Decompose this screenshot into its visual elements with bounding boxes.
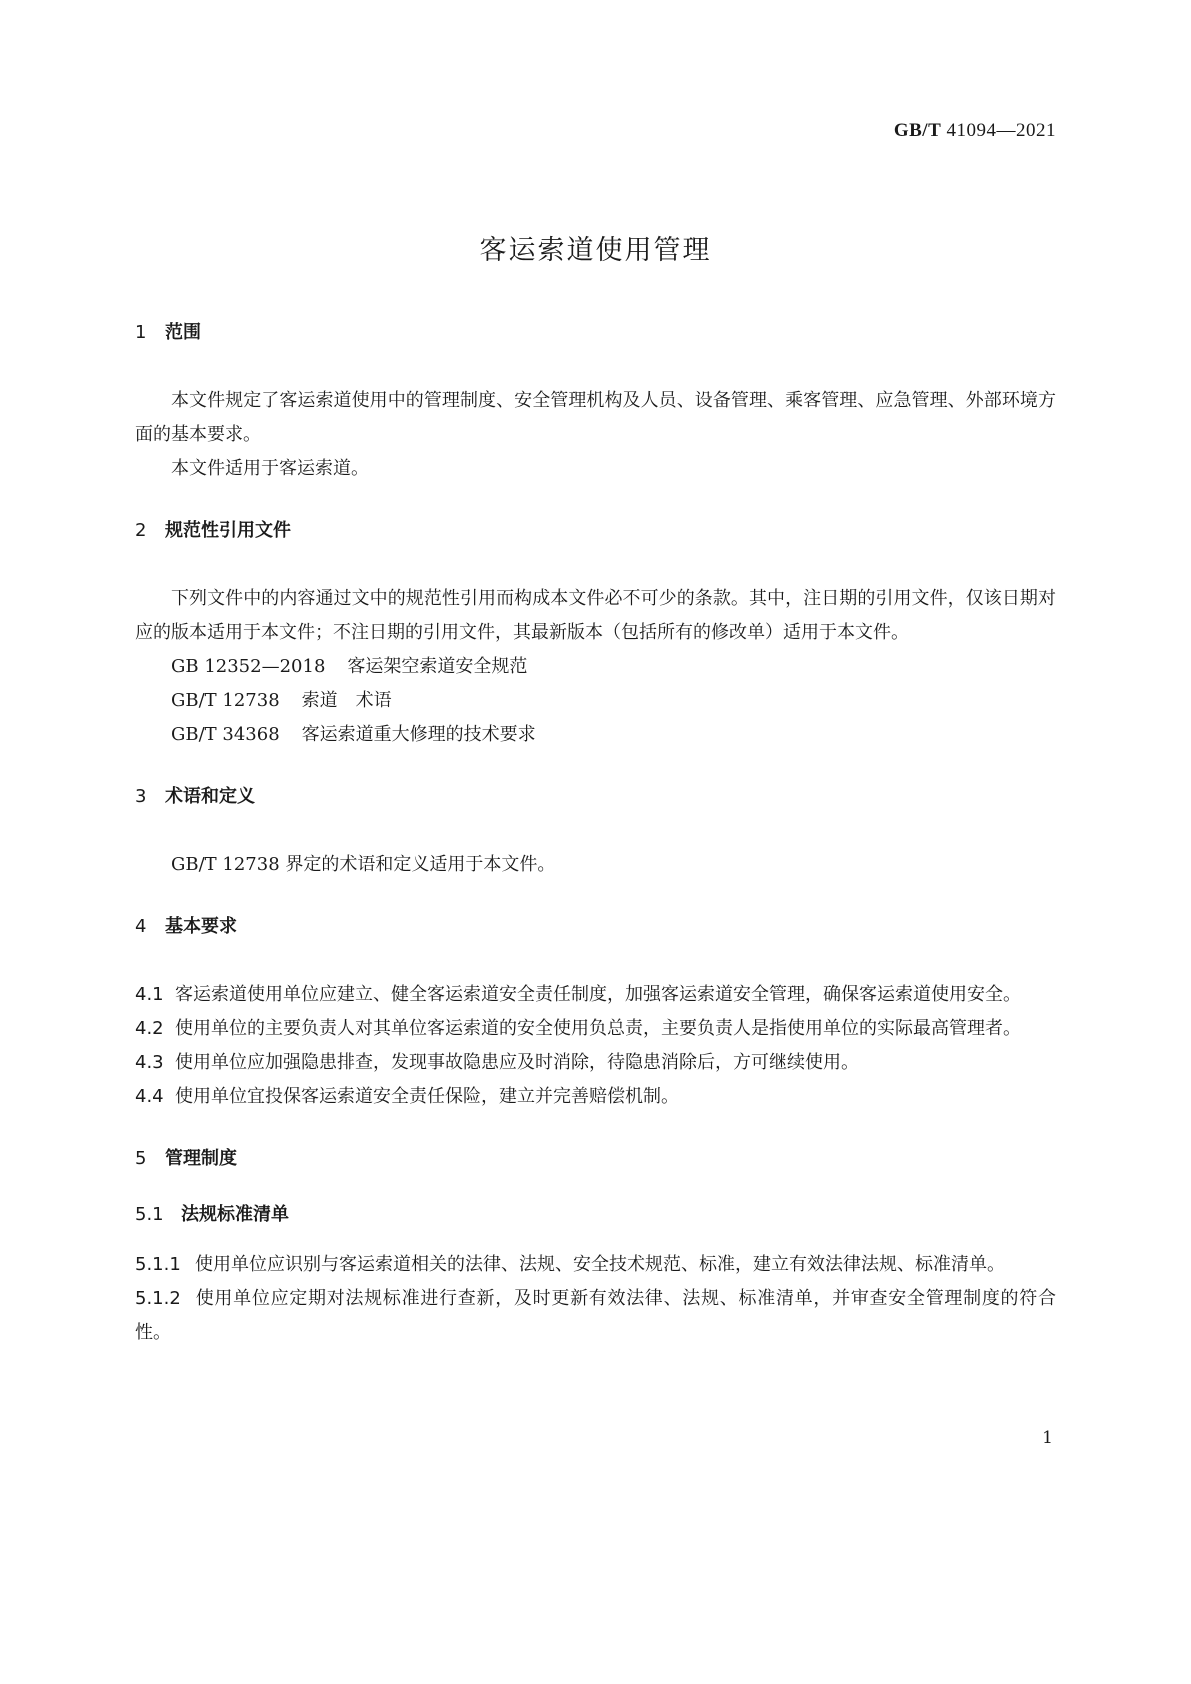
section-number: 4	[135, 916, 147, 937]
paragraph: 本文件适用于客运索道。	[171, 458, 369, 479]
section-4-heading	[135, 912, 1056, 938]
document-body	[135, 318, 1056, 1350]
reference-code: GB 12352—2018	[171, 656, 326, 677]
normative-reference	[135, 650, 1056, 684]
clause	[135, 1012, 1056, 1046]
clause-number: 5.1.2	[135, 1288, 181, 1309]
section-1-heading	[135, 318, 1056, 344]
clause-text: 使用单位应定期对法规标准进行查新，及时更新有效法律、法规、标准清单，并审查安全管理制度的符合性。	[135, 1288, 1056, 1343]
clause-number: 4.1	[135, 984, 164, 1005]
clause-text: 使用单位应加强隐患排查，发现事故隐患应及时消除，待隐患消除后，方可继续使用。	[175, 1052, 859, 1073]
section-title: 基本要求	[165, 916, 237, 937]
section-title: 管理制度	[165, 1148, 237, 1169]
clause	[135, 1282, 1056, 1350]
subsection-title: 法规标准清单	[181, 1204, 289, 1225]
clause-number: 4.4	[135, 1086, 164, 1107]
reference-title: 客运索道重大修理的技术要求	[301, 724, 536, 745]
section-2-heading	[135, 516, 1056, 542]
standard-code	[894, 120, 1056, 142]
section-title: 范围	[165, 322, 201, 343]
reference-title: 客运架空索道安全规范	[347, 656, 528, 677]
section-number: 5	[135, 1148, 147, 1169]
normative-reference	[135, 684, 1056, 718]
subsection-5-1-heading	[135, 1200, 1056, 1226]
reference-title: 索道 术语	[301, 690, 392, 711]
section-title: 规范性引用文件	[165, 520, 291, 541]
section-title: 术语和定义	[165, 786, 255, 807]
clause-text: 使用单位应识别与客运索道相关的法律、法规、安全技术规范、标准，建立有效法律法规、标准清单。	[195, 1254, 1005, 1275]
paragraph: GB/T 12738 界定的术语和定义适用于本文件。	[171, 854, 556, 875]
page-number: 1	[1042, 1428, 1053, 1448]
section-5-heading	[135, 1144, 1056, 1170]
clause-number: 4.3	[135, 1052, 164, 1073]
paragraph: 下列文件中的内容通过文中的规范性引用而构成本文件必不可少的条款。其中，注日期的引用文件，仅该日期对应的版本适用于本文件；不注日期的引用文件，其最新版本（包括所有的修改单）适用于本文件。	[135, 588, 1056, 643]
normative-reference	[135, 718, 1056, 752]
section-3-heading	[135, 782, 1056, 808]
standard-code-prefix: GB/T	[893, 120, 942, 141]
section-number: 3	[135, 786, 147, 807]
clause	[135, 1248, 1056, 1282]
clause-text: 使用单位宜投保客运索道安全责任保险，建立并完善赔偿机制。	[175, 1086, 679, 1107]
clause-number: 5.1.1	[135, 1254, 181, 1275]
section-number: 2	[135, 520, 147, 541]
clause	[135, 978, 1056, 1012]
section-number: 1	[135, 322, 147, 343]
clause	[135, 1080, 1056, 1114]
reference-code: GB/T 12738	[171, 690, 280, 711]
document-title: 客运索道使用管理	[479, 235, 712, 266]
standard-code-number: 41094—2021	[946, 120, 1056, 141]
reference-code: GB/T 34368	[171, 724, 280, 745]
clause-number: 4.2	[135, 1018, 164, 1039]
paragraph: 本文件规定了客运索道使用中的管理制度、安全管理机构及人员、设备管理、乘客管理、应急管理、外部环境方面的基本要求。	[135, 390, 1056, 445]
clause-text: 使用单位的主要负责人对其单位客运索道的安全使用负总责，主要负责人是指使用单位的实际最高管理者。	[175, 1018, 1021, 1039]
clause	[135, 1046, 1056, 1080]
clause-text: 客运索道使用单位应建立、健全客运索道安全责任制度，加强客运索道安全管理，确保客运索道使用安全。	[175, 984, 1021, 1005]
subsection-number: 5.1	[135, 1204, 164, 1225]
